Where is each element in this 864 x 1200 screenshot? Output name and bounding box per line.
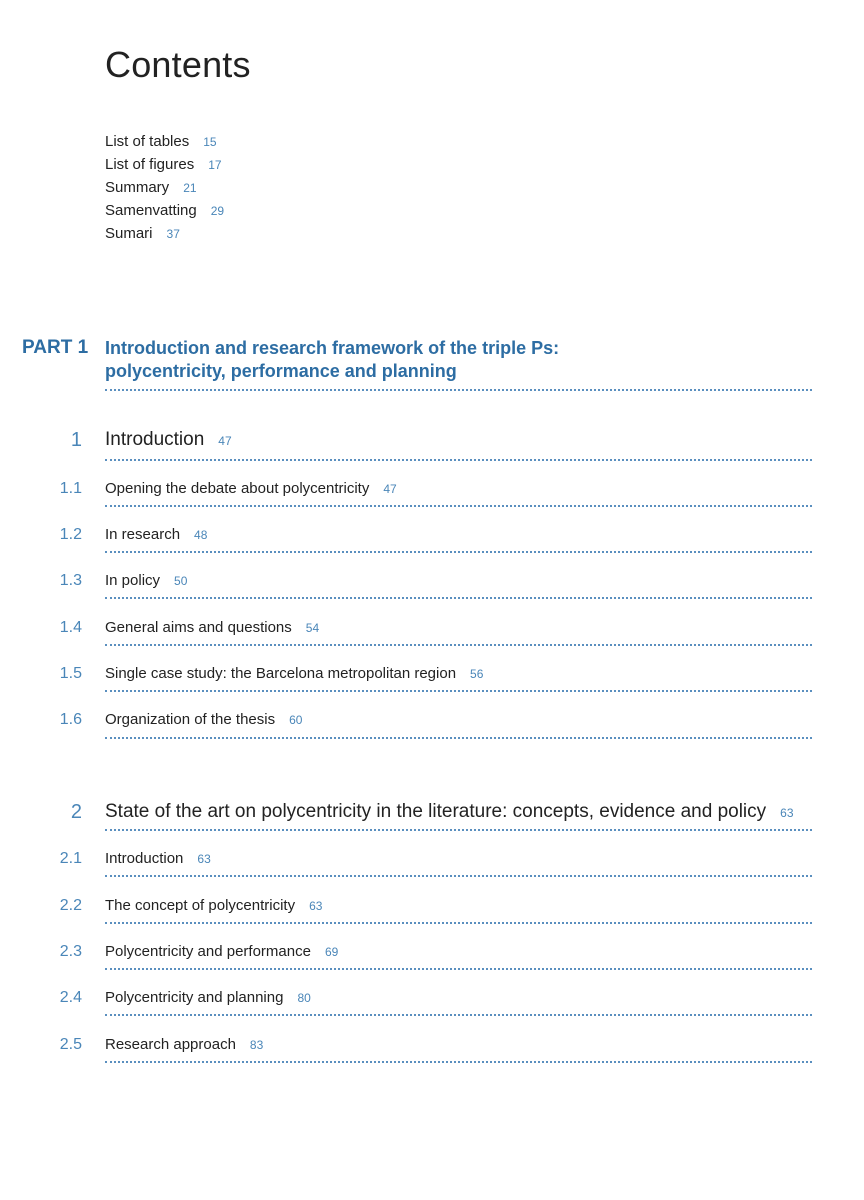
dotted-divider <box>105 644 812 646</box>
toc-link-samenvatting[interactable] <box>105 199 224 222</box>
toc-link-list-of-figures[interactable] <box>105 153 224 176</box>
section-title: Introduction <box>105 850 184 867</box>
section-number: 2.5 <box>59 1036 82 1053</box>
dotted-divider <box>105 690 812 692</box>
toc-page-number: 56 <box>470 667 484 681</box>
toc-label: Samenvatting <box>105 202 197 219</box>
section-number: 2.4 <box>59 989 82 1006</box>
dotted-divider <box>105 459 812 461</box>
section-number: 1.1 <box>59 480 82 497</box>
chapter-title: State of the art on polycentricity in the literature: concepts, evidence and policy <box>105 801 767 822</box>
chapter-number: 1 <box>70 429 82 451</box>
dotted-divider <box>105 737 812 739</box>
dotted-divider <box>105 875 812 877</box>
section-number: 1.4 <box>59 619 82 636</box>
section-title: Opening the debate about polycentricity <box>105 480 370 497</box>
toc-page-number: 17 <box>208 158 222 172</box>
toc-page-number: 63 <box>780 806 794 820</box>
dotted-divider <box>105 551 812 553</box>
dotted-divider <box>105 829 812 831</box>
dotted-divider <box>105 968 812 970</box>
toc-page-number: 80 <box>297 991 311 1005</box>
toc-page-number: 21 <box>183 181 197 195</box>
section-number: 1.3 <box>59 572 82 589</box>
section-title: Organization of the thesis <box>105 711 276 728</box>
dotted-divider <box>105 922 812 924</box>
toc-page-number: 37 <box>166 227 180 241</box>
dotted-divider <box>105 597 812 599</box>
section-title: In research <box>105 526 181 543</box>
toc-label: Sumari <box>105 225 153 242</box>
toc-page-number: 60 <box>289 713 303 727</box>
section-number: 1.2 <box>59 526 82 543</box>
dotted-divider <box>105 1061 812 1063</box>
toc-page-number: 29 <box>210 204 225 218</box>
section-title: Polycentricity and performance <box>105 943 311 960</box>
toc-page-number: 54 <box>305 621 320 635</box>
section-number: 1.5 <box>59 665 82 682</box>
section-number: 2.3 <box>59 943 82 960</box>
toc-page-number: 47 <box>218 434 232 448</box>
toc-page-number: 63 <box>309 899 323 913</box>
toc-page-number: 47 <box>383 482 397 496</box>
part-title-line-1: Introduction and research framework of the triple Ps: <box>105 338 560 358</box>
section-number: 2.2 <box>59 897 82 914</box>
dotted-divider <box>105 505 812 507</box>
toc-page-number: 15 <box>203 135 217 149</box>
toc-page-number: 50 <box>174 574 188 588</box>
section-title: The concept of polycentricity <box>105 897 296 914</box>
toc-label: Summary <box>105 179 170 196</box>
toc-page-number: 83 <box>249 1038 264 1052</box>
section-title: Research approach <box>105 1036 236 1053</box>
chapter-number: 2 <box>70 801 82 823</box>
toc-page-number: 69 <box>324 945 339 959</box>
section-title: Polycentricity and planning <box>105 989 284 1006</box>
front-matter-list <box>105 130 224 245</box>
toc-label: List of figures <box>105 156 195 173</box>
part-label: PART 1 <box>22 337 89 358</box>
section-number: 2.1 <box>59 850 82 867</box>
section-title: General aims and questions <box>105 619 292 636</box>
section-title: Single case study: the Barcelona metropolitan region <box>105 665 457 682</box>
section-title: In policy <box>105 572 161 589</box>
section-number: 1.6 <box>59 711 82 728</box>
toc-label: List of tables <box>105 133 190 150</box>
dotted-divider <box>105 389 812 391</box>
part-title <box>105 337 812 383</box>
toc-link-list-of-tables[interactable] <box>105 130 224 153</box>
dotted-divider <box>105 1014 812 1016</box>
toc-page-number: 63 <box>197 852 211 866</box>
toc-link-sumari[interactable] <box>105 222 224 245</box>
toc-page-number: 48 <box>194 528 208 542</box>
chapter-title: Introduction <box>105 429 205 450</box>
part-title-line-2: polycentricity, performance and planning <box>105 361 457 381</box>
toc-link-summary[interactable] <box>105 176 224 199</box>
page-title: Contents <box>105 44 251 85</box>
